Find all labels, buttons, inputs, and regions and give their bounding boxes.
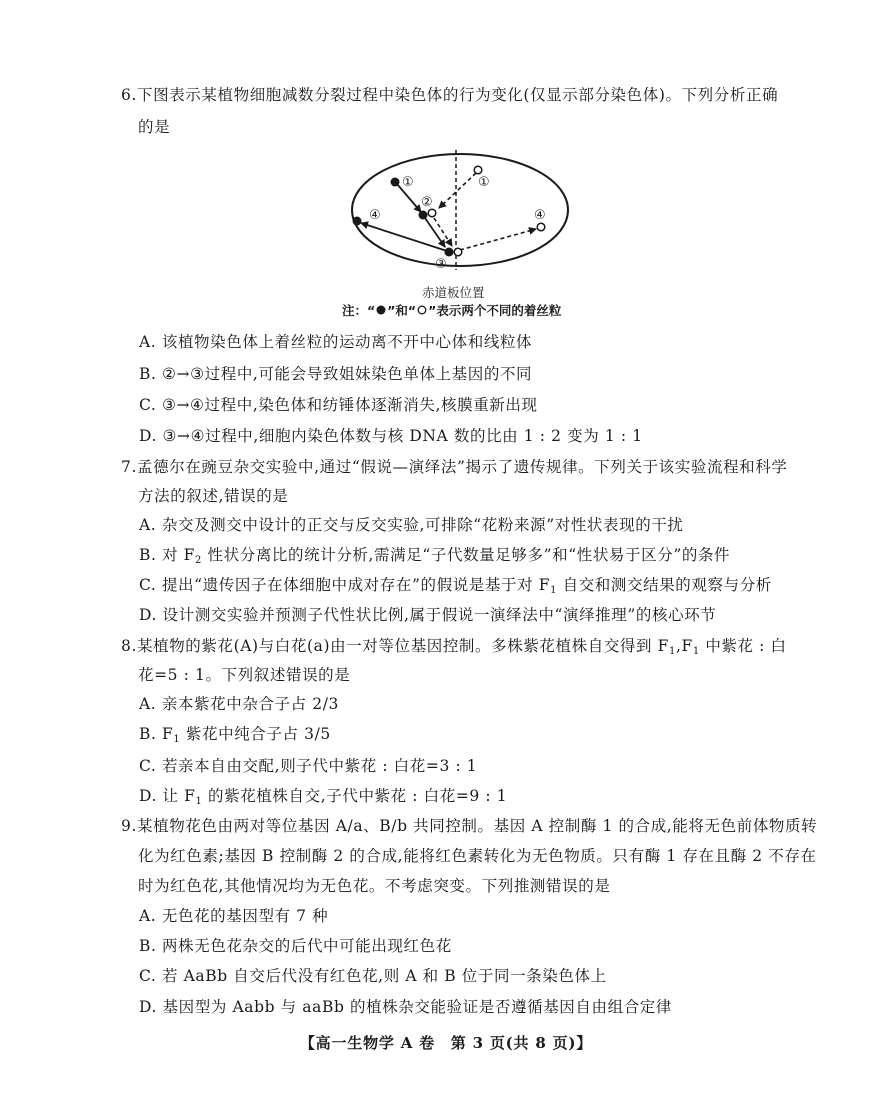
q7-c-sub: 1 [550,585,558,596]
q7-stem-line2: 方法的叙述,错误的是 [138,487,289,505]
q8-b-sub: 1 [173,734,181,745]
q7-option-b [139,545,730,571]
q6-option-b: B. ②→③过程中,可能会导致姐妹染色单体上基因的不同 [139,365,533,383]
chromosome-diagram [345,150,575,274]
white-centromere-1 [474,166,482,174]
q8-stem-b: ,F [675,637,693,655]
q8-stem-line1 [121,636,787,662]
q6-stem-line2: 的是 [138,118,171,136]
q9-option-c: C. 若 AaBb 自交后代没有红色花,则 A 和 B 位于同一条染色体上 [139,967,607,985]
q9-stem-line1: 9.某植物花色由两对等位基因 A/a、B/b 共同控制。基因 A 控制酶 1 的合成,能将无色前体物质转 [121,817,818,835]
q7-b-post: 性状分离比的统计分析,需满足“子代数量足够多”和“性状易于区分”的条件 [202,546,731,564]
label-4-white: ④ [534,208,546,223]
q7-c-pre: C. 提出“遗传因子在体细胞中成对存在”的假说是基于对 F [139,576,551,594]
q8-option-c: C. 若亲本自由交配,则子代中紫花 : 白花=3 : 1 [139,757,478,775]
q8-option-b [139,724,331,750]
label-1-black: ① [402,175,414,190]
q7-b-sub: 2 [195,555,202,566]
figure-note-mid: ”和“ [387,303,417,318]
path-black-2-3 [425,218,445,247]
path-white-3-4 [460,229,536,250]
q7-c-post: 自交和测交结果的观察与分析 [557,576,772,594]
black-centromere-3 [445,248,454,257]
page-footer: 【高一生物学 A 卷 第 3 页(共 8 页)】 [299,1034,593,1052]
black-centromere-2 [419,211,428,220]
q9-stem-line2: 化为红色素;基因 B 控制酶 2 的合成,能将红色素转化为无色物质。只有酶 1 存在且酶 2 不存在 [138,847,817,865]
q8-option-d [139,786,507,812]
label-1-white: ① [478,175,490,190]
q9-option-a: A. 无色花的基因型有 7 种 [139,907,329,925]
figure-note [342,301,561,319]
q8-stem-a: 8.某植物的紫花(A)与白花(a)由一对等位基因控制。多株紫花植株自交得到 F [121,637,669,655]
white-centromere-legend-icon [416,304,428,316]
q6-stem-line1: 6.下图表示某植物细胞减数分裂过程中染色体的行为变化(仅显示部分染色体)。下列分析正确 [121,86,779,104]
q7-b-pre: B. 对 F [139,546,196,564]
label-4-black: ④ [369,208,381,223]
q7-stem-line1: 7.孟德尔在豌豆杂交实验中,通过“假说—演绎法”揭示了遗传规律。下列关于该实验流程和科学 [121,458,788,476]
q6-option-c: C. ③→④过程中,染色体和纺锤体逐渐消失,核膜重新出现 [139,396,538,414]
white-centromere-4 [537,223,545,231]
q9-option-b: B. 两株无色花杂交的后代中可能出现红色花 [139,937,452,955]
white-centromere-3 [454,248,462,256]
q8-stem-c: 中紫花 : 白 [699,637,787,655]
q8-stem-sub1: 1 [669,646,676,657]
black-centromere-legend-icon [375,304,387,316]
q8-option-a: A. 亲本紫花中杂合子占 2/3 [139,695,340,713]
q9-option-d: D. 基因型为 Aabb 与 aaBb 的植株杂交能验证是否遵循基因自由组合定律 [139,998,673,1016]
chromosome-diagram-svg [345,150,575,270]
path-white-1-2 [439,173,476,208]
q7-option-d: D. 设计测交实验并预测子代性状比例,属于假说一演绎法中“演绎推理”的核心环节 [139,606,717,624]
q8-d-pre: D. 让 F [139,787,196,805]
q8-b-post: 紫花中纯合子占 3/5 [180,725,331,743]
q7-option-a: A. 杂交及测交中设计的正交与反交实验,可排除“花粉来源”对性状表现的干扰 [139,516,684,534]
q7-option-c [139,575,772,601]
equatorial-plate-caption: 赤道板位置 [422,285,485,300]
q8-stem-sub2: 1 [692,646,700,657]
q8-stem-line2: 花=5 : 1。下列叙述错误的是 [138,666,351,684]
q6-option-a: A. 该植物染色体上着丝粒的运动离不开中心体和线粒体 [139,333,533,351]
q6-option-d: D. ③→④过程中,细胞内染色体数与核 DNA 数的比由 1 : 2 变为 1 : 1 [139,427,643,445]
black-centromere-1 [391,178,400,187]
label-2: ② [421,195,433,210]
white-centromere-2 [428,209,436,217]
q8-d-sub: 1 [195,796,203,807]
q8-d-post: 的紫花植株自交,子代中紫花 : 白花=9 : 1 [202,787,508,805]
q8-b-pre: B. F [139,725,174,743]
label-3: ③ [435,257,447,270]
path-black-3-4 [361,223,447,251]
figure-note-suffix: ”表示两个不同的着丝粒 [428,303,562,318]
q9-stem-line3: 时为红色花,其他情况均为无色花。不考虑突变。下列推测错误的是 [138,877,611,895]
path-white-2-3 [434,218,452,246]
figure-note-prefix: 注：“ [342,303,376,318]
black-centromere-4 [353,217,362,226]
